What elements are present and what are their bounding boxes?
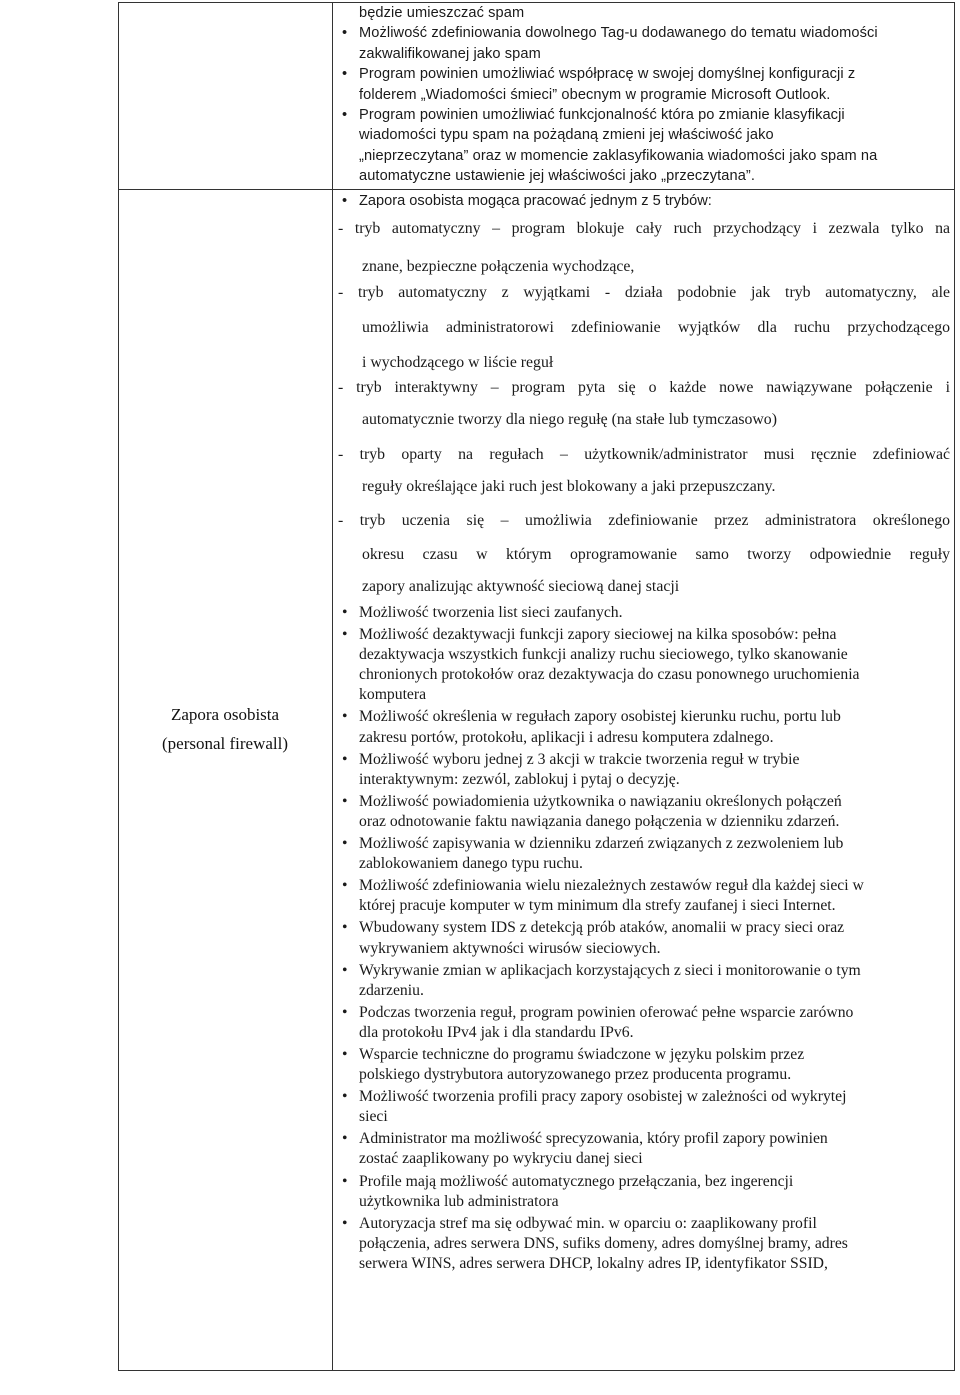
bullet-ipv6: • Podczas tworzenia reguł, program powinien oferować pełne wsparcie zarówno dla protokołu IPv4 jak i dla standardu IPv6. — [342, 1003, 954, 1043]
label-line-2: (personal firewall) — [161, 734, 289, 753]
mode-3: - tryb interaktywny – program pyta się o każde nowe nawiązywane połączenie i automatycznie tworzy dla niego regułę (na stałe lub tymczasowo) — [338, 379, 950, 428]
bullet-rule-direction: • Możliwość określenia w regułach zapory osobistej kierunku ruchu, portu lub zakresu portów, protokołu, aplikacji i adresu komputera zdalnego. — [342, 707, 954, 747]
row1-bullet-2: • Program powinien umożliwiać współpracę w swojej domyślnej konfiguracji z folderem „Wiadomości śmieci” obecnym w programie Microsoft Outlook. — [342, 64, 954, 105]
firewall-bullets — [342, 603, 954, 1276]
label-line-1: Zapora osobista — [170, 705, 280, 724]
mode-4: - tryb oparty na regułach – użytkownik/administrator musi ręcznie zdefiniować reguły określające jaki ruch jest blokowany a jaki przepuszczany. — [338, 446, 950, 495]
bullet-trusted-networks: • Możliwość tworzenia list sieci zaufanych. — [342, 603, 954, 623]
table-border-left — [118, 2, 119, 1371]
mode-5: - tryb uczenia się – umożliwia zdefiniowanie przez administratora określonego okresu czasu w którym oprogramowanie samo tworzy odpowiednie reguły zapory analizując aktywność sieciową danej stacji — [338, 512, 950, 595]
bullet-ids: • Wbudowany system IDS z detekcją prób ataków, anomalii w pracy sieci oraz wykrywaniem aktywności wirusów sieciowych. — [342, 918, 954, 958]
bullet-event-log: • Możliwość zapisywania w dzienniku zdarzeń związanych z zezwoleniem lub zablokowaniem danego typu ruchu. — [342, 834, 954, 874]
bullet-profile-switching: • Profile mają możliwość automatycznego przełączania, bez ingerencji użytkownika lub administratora — [342, 1172, 954, 1212]
bullet-notify-user: • Możliwość powiadomienia użytkownika o nawiązaniu określonych połączeń oraz odnotowanie faktu nawiązania danego połączenia w dzienniku zdarzeń. — [342, 792, 954, 832]
bullet-zone-authorization: • Autoryzacja stref ma się odbywać min. w oparciu o: zaaplikowany profil połączenia, adres serwera DNS, sufiks domeny, adres domyślnej bramy, adres serwera WINS, adres serwera DHCP, lokalny adres IP, identyfikator SSID, — [342, 1214, 954, 1274]
bullet-deactivation: • Możliwość dezaktywacji funkcji zapory sieciowej na kilka sposobów: pełna dezaktywacja wszystkich funkcji analizy ruchu sieciowego, tylko skanowanie chronionych protokołów oraz dezaktywacja do czasu ponownego uruchomienia komputera — [342, 625, 954, 705]
row1-bullet-3: • Program powinien umożliwiać funkcjonalność która po zmianie klasyfikacji wiadomości typu spam na pożądaną zmieni jej właściwość jako „nieprzeczytana” oraz w momencie zaklasyfikowania wiadomości jako spam na automatyczne ustawienie jej właściwości jako „przeczytana”. — [342, 105, 954, 187]
row2-label — [118, 700, 332, 758]
bullet-interactive-actions: • Możliwość wyboru jednej z 3 akcji w trakcie tworzenia reguł w trybie interaktywnym: zezwól, zablokuj i pytaj o decyzję. — [342, 750, 954, 790]
bullet-support: • Wsparcie techniczne do programu świadczone w języku polskim przez polskiego dystrybutora autoryzowanego przez producenta programu. — [342, 1045, 954, 1085]
bullet-profiles: • Możliwość tworzenia profili pracy zapory osobistej w zależności od wykrytej sieci — [342, 1087, 954, 1127]
bullet-rule-sets: • Możliwość zdefiniowania wielu niezależnych zestawów reguł dla każdej sieci w której pracuje komputer w tym minimum dla strefy zaufanej i sieci Internet. — [342, 876, 954, 916]
row1-content — [342, 3, 954, 187]
table-border-bottom — [118, 1370, 954, 1371]
bullet-app-changes: • Wykrywanie zmian w aplikacjach korzystających z sieci i monitorowanie o tym zdarzeniu. — [342, 961, 954, 1001]
row-divider — [118, 189, 954, 190]
row1-bullet-1: • Możliwość zdefiniowania dowolnego Tag-u dodawanego do tematu wiadomości zakwalifikowanej jako spam — [342, 23, 954, 64]
bullet-profile-selection: • Administrator ma możliwość sprecyzowania, który profil zapory powinien zostać zaaplikowany po wykryciu danej sieci — [342, 1129, 954, 1169]
table-column-divider — [332, 2, 333, 1371]
firewall-lead: • Zapora osobista mogąca pracować jednym z 5 trybów: — [342, 193, 712, 209]
mode-2: - tryb automatyczny z wyjątkami - działa podobnie jak tryb automatyczny, ale umożliwia administratorowi zdefiniowanie wyjątków dla ruchu przychodzącego i wychodzącego w liście reguł — [338, 284, 950, 371]
row1-intro: będzie umieszczać spam — [359, 5, 525, 21]
table-border-right — [954, 2, 955, 1371]
mode-1: - tryb automatyczny – program blokuje cały ruch przychodzący i zezwala tylko na znane, bezpieczne połączenia wychodzące, — [338, 220, 950, 275]
